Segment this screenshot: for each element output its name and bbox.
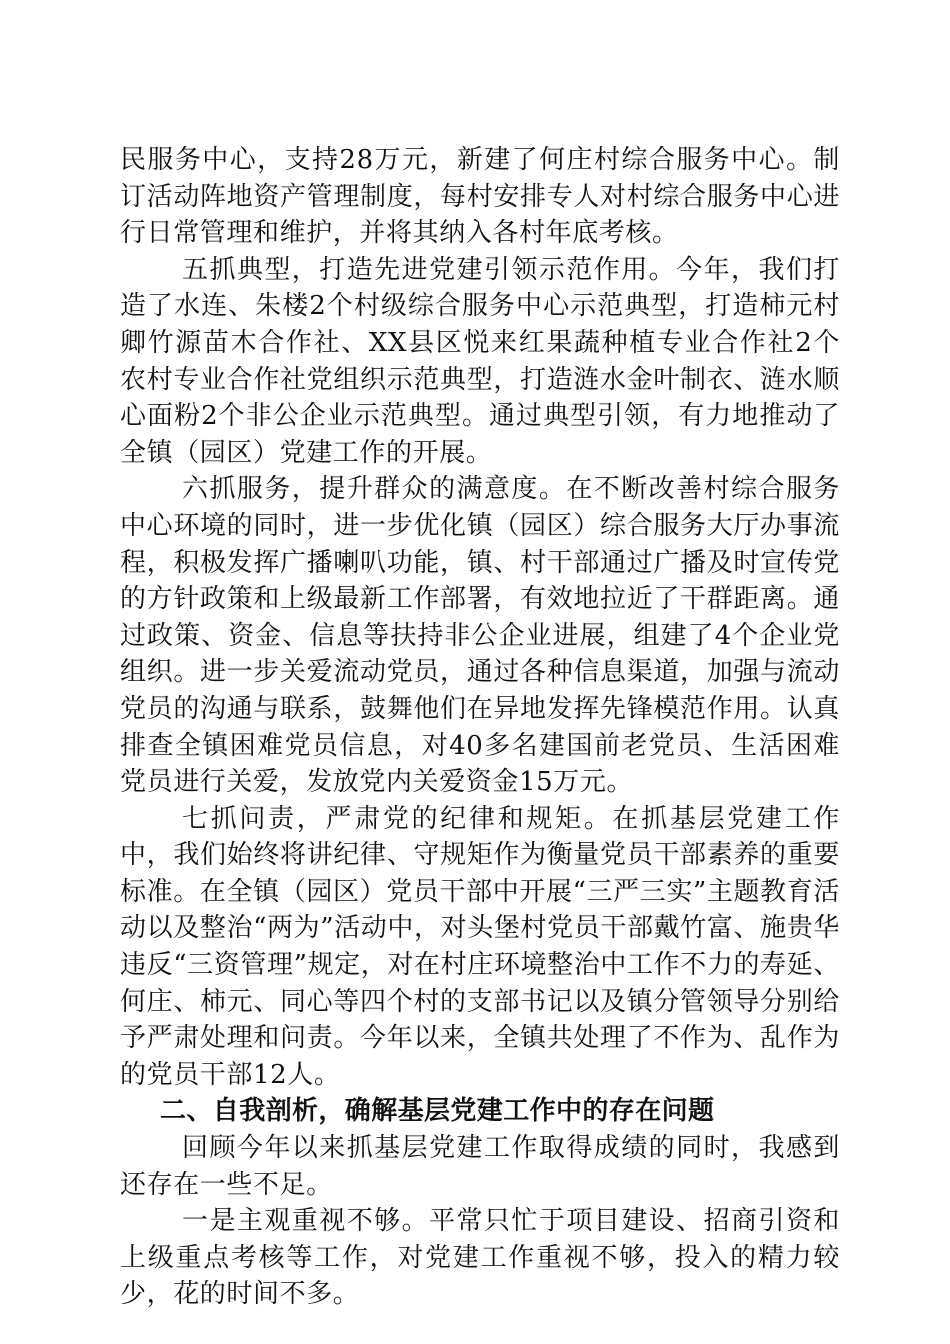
paragraph-six-service: 六抓服务，提升群众的满意度。在不断改善村综合服务中心环境的同时，进一步优化镇（园区）综合服务大厅办事流程，积极发挥广播喇叭功能，镇、村干部通过广播及时宣传党的方针政策和上级最新工作部署，有效地拉近了干群距离。通过政策、资金、信息等扶持非公企业进展，组建了4个企业党组织。进一步关爱流动党员，通过各种信息渠道，加强与流动党员的沟通与联系，鼓舞他们在异地发挥先锋模范作用。认真排查全镇困难党员信息，对40多名建国前老党员、生活困难党员进行关爱，发放党内关爱资金15万元。 (120, 474, 840, 798)
paragraph-point-one: 一是主观重视不够。平常只忙于项目建设、招商引资和上级重点考核等工作，对党建工作重视不够，投入的精力较少，花的时间不多。 (120, 1206, 840, 1310)
section-heading: 二、自我剖析，确解基层党建工作中的存在问题 (160, 1096, 715, 1127)
document-body (120, 142, 840, 1313)
paragraph-review: 回顾今年以来抓基层党建工作取得成绩的同时，我感到还存在一些不足。 (120, 1133, 840, 1200)
paragraph-continuation: 民服务中心，支持28万元，新建了何庄村综合服务中心。制订活动阵地资产管理制度，每村安排专人对村综合服务中心进行日常管理和维护，并将其纳入各村年底考核。 (120, 145, 840, 249)
paragraph-seven-accountability: 七抓问责，严肃党的纪律和规矩。在抓基层党建工作中，我们始终将讲纪律、守规矩作为衡量党员干部素养的重要标准。在全镇（园区）党员干部中开展“三严三实”主题教育活动以及整治“两为”活动中，对头堡村党员干部戴竹富、施贵华违反“三资管理”规定，对在村庄环境整治中工作不力的寿延、何庄、柿元、同心等四个村的支部书记以及镇分管领导分别给予严肃处理和问责。今年以来，全镇共处理了不作为、乱作为的党员干部12人。 (120, 803, 840, 1090)
paragraph-five-typical: 五抓典型，打造先进党建引领示范作用。今年，我们打造了水连、朱楼2个村级综合服务中心示范典型，打造柿元村卿竹源苗木合作社、XX县区悦来红果蔬种植专业合作社2个农村专业合作社党组织示范典型，打造涟水金叶制衣、涟水顺心面粉2个非公企业示范典型。通过典型引领，有力地推动了全镇（园区）党建工作的开展。 (120, 254, 840, 468)
